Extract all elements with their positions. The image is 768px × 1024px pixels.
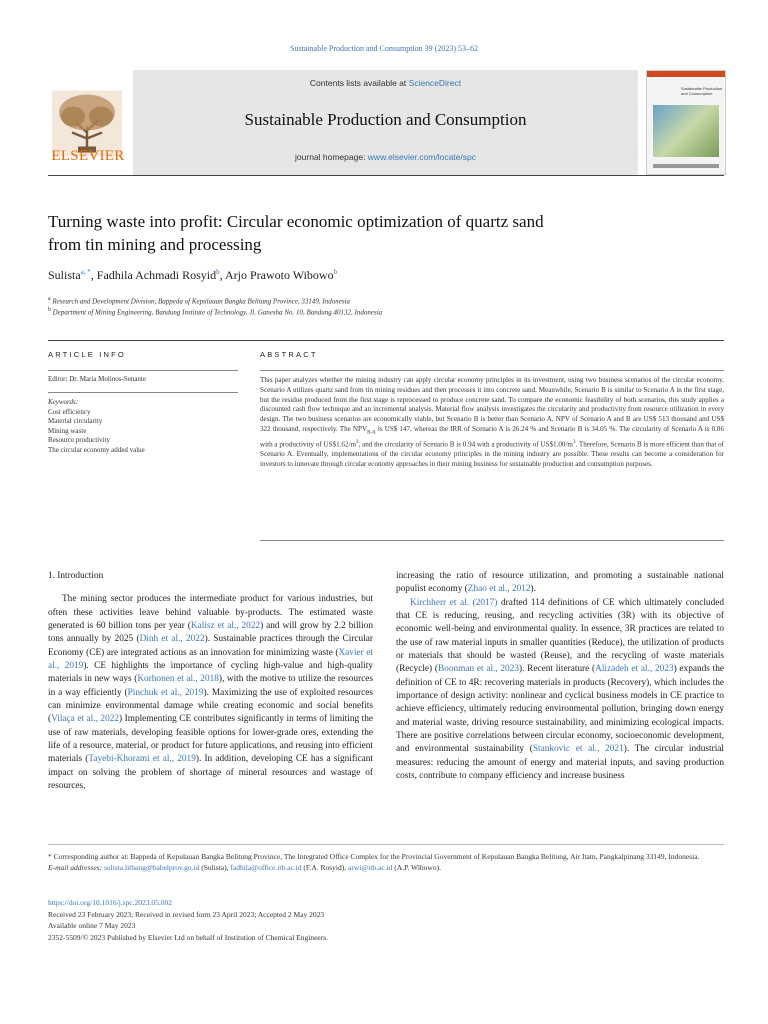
affiliation-text: Department of Mining Engineering, Bandung Institute of Technology, Jl. Ganesha No. 10, Bandung 40132, Indonesia bbox=[52, 308, 383, 317]
abstract-part: , and the circularity of Scenario B is 0.94 with a productivity of US$1.00/m bbox=[358, 440, 573, 449]
body-text: ). Sustainable practices through the Circular Economy (CE) are integrated actions as an innovation for minimizing waste ( bbox=[48, 634, 374, 658]
footnote-rule bbox=[48, 844, 724, 845]
affiliation-text: Research and Development Division, Bappeda of Kepulauan Bangka Belitung Province, 33149, Indonesia bbox=[52, 297, 351, 306]
citation-link[interactable]: Kirchherr et al. (2017) bbox=[410, 597, 498, 608]
sciencedirect-link[interactable]: ScienceDirect bbox=[408, 78, 462, 88]
abstract-bottom-rule bbox=[260, 540, 724, 541]
article-title-line-2: from tin mining and processing bbox=[48, 235, 262, 254]
contents-prefix: Contents lists available at bbox=[309, 78, 409, 88]
intro-paragraph-2 bbox=[396, 597, 724, 784]
abstract-text bbox=[260, 376, 724, 470]
keyword: Mining waste bbox=[48, 426, 87, 435]
affiliation-mark: a bbox=[48, 296, 51, 302]
body-text: The mining sector produces the intermediate product for various industries, but often these activities leave behind valuable by-products. The estimated waste generated is 60 billion tons per year ( bbox=[48, 594, 373, 632]
author-name[interactable]: Sulista bbox=[48, 268, 81, 282]
corresponding-author-note: * Corresponding author at: Bappeda of Kepulauan Bangka Belitung Province, The Integrated Office Complex for the Provincial Government of Kepulauan Bangka Belitung, Air Itam, Pangkalpinang 33149, Indonesia. bbox=[48, 852, 700, 861]
body-text: ). Maximizing the use of exploited resources can minimize environmental damage while creating economic and social benefits ( bbox=[48, 687, 373, 725]
intro-paragraph-1 bbox=[48, 593, 373, 793]
citation-link[interactable]: Tayebi-Khorami et al., 2019 bbox=[88, 754, 196, 765]
section-heading-introduction: 1. Introduction bbox=[48, 571, 104, 581]
email-label: E-mail addresses: bbox=[48, 862, 103, 872]
email-link[interactable]: fadhila@office.itb.ac.id bbox=[230, 862, 302, 872]
citation-link[interactable]: Xavier et al., 2019 bbox=[48, 647, 373, 672]
abstract-top-rule bbox=[260, 370, 724, 371]
citation-link[interactable]: Dinh et al., 2022 bbox=[139, 634, 205, 645]
affiliation bbox=[48, 296, 350, 305]
body-text: ). In addition, developing CE has a significant impact on solving the problem of shortage of mineral resources and wastage of resources, bbox=[48, 754, 373, 792]
keyword: Cost efficiency bbox=[48, 407, 91, 416]
keyword: The circular economy added value bbox=[48, 445, 145, 454]
email-owner: (F.A. Rosyid), bbox=[301, 862, 349, 872]
keyword: Material circularity bbox=[48, 417, 103, 425]
abstract-part: . Therefore, Scenario B is more efficient than that of Scenario A. Eventually, implementations of the circular economy principles in the mining industry are possible. These results can become a consideration for investors to innovate through circular economy approaches in their mining business for sustainable production and consumption purposes. bbox=[260, 440, 724, 469]
unit-superscript: 3 bbox=[356, 440, 359, 446]
body-text: increasing the ratio of resource utilization, and promoting a sustainable national populist economy ( bbox=[396, 571, 724, 595]
cover-footer-bar bbox=[653, 164, 719, 168]
cover-band bbox=[647, 71, 725, 77]
email-owner: (A.P. Wibowo). bbox=[392, 862, 441, 872]
body-column-left bbox=[48, 570, 373, 794]
publisher-name[interactable]: ELSEVIER bbox=[51, 148, 125, 164]
author-name[interactable]: Fadhila Achmadi Rosyid bbox=[96, 268, 217, 282]
author-list bbox=[48, 268, 337, 283]
journal-reference[interactable]: Sustainable Production and Consumption 39 (2023) 53–62 bbox=[290, 44, 478, 53]
footnotes bbox=[48, 852, 724, 873]
citation-link[interactable]: Vilaça et al., 2022 bbox=[51, 714, 120, 725]
body-text: ). bbox=[530, 584, 536, 595]
journal-header bbox=[48, 70, 724, 176]
article-info-heading: ARTICLE INFO bbox=[48, 350, 126, 359]
body-text: ). The circular industrial measures: reducing the amount of energy and material inputs, and saving production costs, contribute to company efficiency and increase business bbox=[396, 744, 724, 782]
homepage-link[interactable]: www.elsevier.com/locate/spc bbox=[367, 152, 476, 162]
homepage-prefix: journal homepage: bbox=[295, 152, 368, 162]
copyright-line: 2352-5509/© 2023 Published by Elsevier Ltd on behalf of Institution of Chemical Engineers. bbox=[48, 932, 329, 942]
citation-link[interactable]: Kalisz et al., 2022 bbox=[190, 621, 261, 632]
abstract-part: is US$ 147, whereas the IRR of Scenario A is 26.24 % and Scenario B is 34.05 %. The circularity of Scenario A is 0.86 with a productivity of US$1.62/m bbox=[260, 424, 725, 449]
keyword: Resource productivity bbox=[48, 436, 111, 444]
author-affiliation-mark[interactable]: a, * bbox=[80, 268, 91, 276]
received-dates: Received 23 February 2023; Received in revised form 23 April 2023; Accepted 2 May 2023 bbox=[48, 909, 325, 919]
body-column-right bbox=[396, 570, 724, 784]
online-date: Available online 7 May 2023 bbox=[48, 921, 136, 930]
body-text: drafted 114 definitions of CE which ultimately concluded that CE is reducing, reusing, and recycling activities (3R) with its objective of economic well-being and environmental quality. In essence, 3R practices are related to the use of raw material inputs in smaller quantities (Reduce), the utilization of products or materials that should be wasted (Reuse), and the recycling of waste materials (Recycle) ( bbox=[396, 597, 725, 675]
body-text: ) and will grow by 2.2 billion tons annually by 2025 ( bbox=[48, 621, 374, 645]
article-title bbox=[48, 210, 628, 256]
homepage-line bbox=[133, 152, 638, 162]
intro-paragraph-1-continued bbox=[396, 570, 724, 597]
author-affiliation-mark[interactable]: b bbox=[333, 268, 338, 276]
header-center-panel bbox=[133, 70, 638, 175]
abstract-heading: ABSTRACT bbox=[260, 350, 318, 359]
article-info-top-rule bbox=[48, 370, 238, 371]
citation-link[interactable]: Stankovic et al., 2021 bbox=[532, 744, 624, 755]
body-text: ). CE highlights the importance of cycling high-value and high-quality materials in new ways ( bbox=[48, 661, 373, 685]
body-text: ) expands the definition of CE to 4R: recovering materials in products (Recovery), which includes the importance of design activity: nonlinear and cyclical business models in CE practice to achieve efficiency, ultimately reducing environmental pollution, bringing down energy and material waste, driving resource sustainability, and minimizing ecological impacts. There are positive correlations between circular economy, socioeconomic development, and environmental sustainability ( bbox=[396, 664, 724, 755]
affiliation-mark: b bbox=[48, 307, 51, 313]
npv-subscript: B-A bbox=[367, 430, 376, 436]
keywords-rule bbox=[48, 392, 238, 393]
citation-link[interactable]: Zhao et al., 2012 bbox=[467, 584, 531, 595]
keywords-block bbox=[48, 398, 145, 455]
body-text: ) Implementing CE contributes significantly in terms of limiting the use of raw materials, developing feasible options for lower-grade ores, extending the life of a resource, material, or product for future applications, and reusing into efficient materials ( bbox=[48, 714, 373, 765]
email-link[interactable]: sulista.litbang@babelprov.go.id bbox=[103, 862, 200, 872]
body-text: ), with the motive to utilize the resources in a way efficiently ( bbox=[48, 674, 373, 698]
handling-editor: Editor: Dr. Maria Molinos-Senante bbox=[48, 375, 146, 383]
affiliation bbox=[48, 307, 382, 316]
email-addresses bbox=[48, 863, 724, 874]
author-separator: , bbox=[90, 268, 97, 282]
citation-link[interactable]: Korhonen et al., 2018 bbox=[137, 674, 219, 685]
keywords-label: Keywords: bbox=[48, 398, 79, 406]
unit-superscript: 3 bbox=[572, 440, 576, 446]
citation-link[interactable]: Boonman et al., 2023 bbox=[437, 664, 520, 675]
cover-title: Sustainable Production and Consumption bbox=[681, 86, 723, 96]
citation-link[interactable]: Pinchuk et al., 2019 bbox=[127, 687, 204, 698]
author-separator: , bbox=[219, 268, 225, 282]
doi-link[interactable]: https://doi.org/10.1016/j.spc.2023.05.002 bbox=[48, 898, 173, 907]
email-owner: (Sulista), bbox=[199, 862, 231, 872]
body-text: ). Recent literature ( bbox=[519, 664, 596, 675]
contents-line bbox=[133, 78, 638, 88]
email-link[interactable]: arwi@itb.ac.id bbox=[348, 862, 393, 872]
cover-image bbox=[653, 105, 719, 157]
publication-info bbox=[48, 897, 328, 943]
citation-link[interactable]: Alizadeh et al., 2023 bbox=[595, 664, 674, 675]
journal-title: Sustainable Production and Consumption bbox=[244, 110, 527, 129]
author-affiliation-mark[interactable]: b bbox=[216, 268, 220, 276]
abstract-part: This paper analyzes whether the mining industry can apply circular economy principles in its investment, using two business scenarios of the circular economy. Scenario A utilizes quartz sand from tin mining residues and then processes it into concrete sand. Meanwhile, Scenario B is similar to Scenario A in the first stage, but the residue produced from the first stage is reprocessed to produce concrete sand. To compare the economic feasibility of both scenarios, this study applies a discounted cash flow technique and an incremental analysis. Material flow analysis investigates the circularity and productivity from resource utilization in every design. The two business scenarios are economically viable, but Scenario B is better than Scenario A. NPV of Scenario A and B are US$ 513 thousand and US$ 322 thousand, respectively. The NPV bbox=[260, 376, 724, 433]
author-name[interactable]: Arjo Prawoto Wibowo bbox=[224, 268, 334, 282]
journal-cover-thumbnail[interactable] bbox=[646, 70, 726, 175]
article-title-line-1: Turning waste into profit: Circular economic optimization of quartz sand bbox=[48, 212, 544, 231]
section-divider bbox=[48, 340, 724, 341]
